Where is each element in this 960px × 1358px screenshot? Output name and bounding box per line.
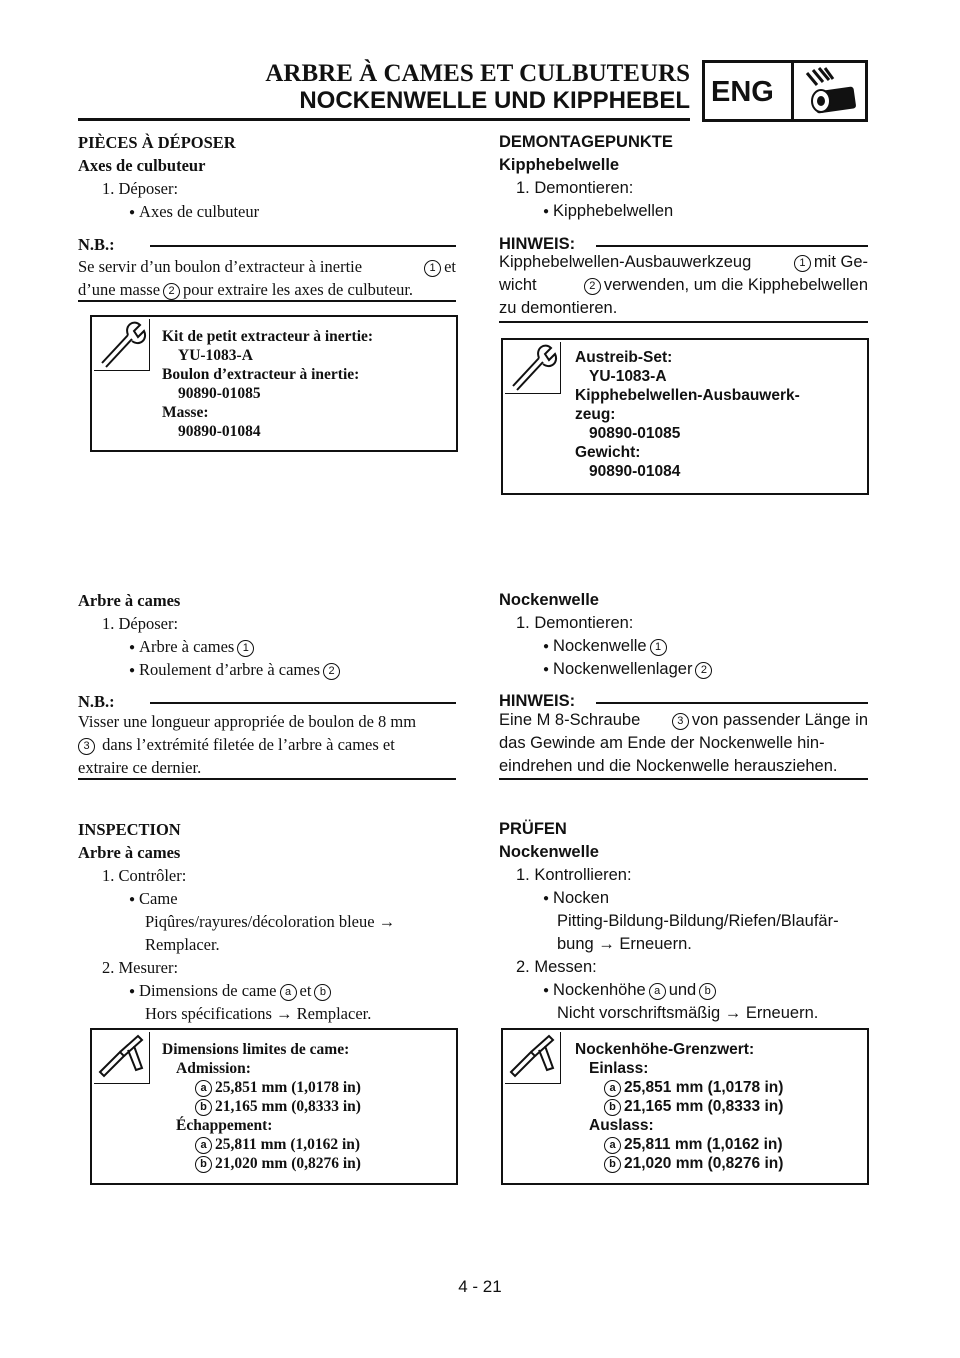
cam-heading-de: Nockenwelle — [499, 591, 599, 609]
engine-icon — [801, 67, 863, 117]
inspection-sub-de: Nockenwelle — [499, 843, 599, 861]
note-text-fr: Se servir d’un boulon d’extracteur à inertie 1 et d’une masse 2 pour extraire les axes de culbuteur. — [78, 257, 456, 299]
note2-text-de: Eine M 8-Schraube 3 von passender Länge in das Gewinde am Ende der Nockenwelle hin- eindrehen und die Nockenwelle herausziehen. — [499, 711, 868, 775]
marker-1: 1 — [424, 260, 441, 277]
inspection-heading-de: PRÜFEN — [499, 820, 567, 838]
section-badge — [702, 60, 868, 122]
note2-label-de: HINWEIS: — [499, 692, 576, 710]
cam-heading-fr: Arbre à cames — [78, 591, 181, 610]
removal-heading-fr: PIÈCES À DÉPOSER — [78, 133, 236, 152]
inspection-sub-fr: Arbre à cames — [78, 843, 181, 862]
page-title-de: NOCKENWELLE UND KIPPHEBEL — [299, 87, 690, 114]
rocker-step-fr: 1. Déposer: — [102, 179, 179, 198]
badge-label: ENG — [711, 76, 774, 108]
special-tool-icon — [505, 342, 561, 394]
limit-icon — [505, 1032, 561, 1084]
note2-label-fr: N.B.: — [78, 692, 115, 711]
note2-text-fr: Visser une longueur appropriée de boulon de 8 mm 3 dans l’extrémité filetée de l’arbre à cames et extraire ce dernier. — [78, 712, 417, 777]
cam-step-fr: 1. Déposer: — [102, 614, 179, 633]
removal-heading-de: DEMONTAGEPUNKTE — [499, 133, 673, 151]
tool-box-fr: Kit de petit extracteur à inertie: YU-1083-A Boulon d’extracteur à inertie: 90890-01085 Masse: 90890-01084 — [90, 315, 458, 452]
marker-2: 2 — [163, 283, 180, 300]
limit-box-de: Nockenhöhe-Grenzwert: Einlass: a 25,851 mm (1,0178 in) b 21,165 mm (0,8333 in) Auslass: a 25,811 mm (1,0162 in) b 21,020 mm (0,8276 in) — [501, 1028, 869, 1185]
cam-item2-fr: ● Roulement d’arbre à cames 2 — [129, 658, 343, 684]
special-tool-icon — [94, 319, 150, 371]
note-text-de: Kipphebelwellen-Ausbauwerkzeug 1 mit Ge- wicht 2 verwenden, um die Kipphebelwellen zu demontieren. — [499, 253, 868, 317]
page-number: 4 - 21 — [458, 1277, 502, 1296]
note-label-de: HINWEIS: — [499, 235, 576, 253]
page-title-fr: ARBRE À CAMES ET CULBUTEURS — [265, 60, 690, 87]
limit-icon — [94, 1032, 150, 1084]
cam-item1-fr: ● Arbre à cames 1 — [129, 635, 257, 661]
limit-box-fr: Dimensions limites de came: Admission: a 25,851 mm (1,0178 in) b 21,165 mm (0,8333 in) Échappement: a 25,811 mm (1,0162 in) b 21,020 mm (0,8276 in) — [90, 1028, 458, 1185]
rocker-heading-de: Kipphebelwelle — [499, 156, 620, 174]
tool-box-de: Austreib-Set: YU-1083-A Kipphebelwellen-Ausbauwerk- zeug: 90890-01085 Gewicht: 90890-01084 — [501, 338, 869, 495]
rocker-item-fr: ● Axes de culbuteur — [129, 200, 259, 226]
rocker-heading-fr: Axes de culbuteur — [78, 156, 206, 175]
note-label-fr: N.B.: — [78, 235, 115, 254]
inspection-heading-fr: INSPECTION — [78, 820, 181, 839]
header-rule — [78, 118, 690, 121]
